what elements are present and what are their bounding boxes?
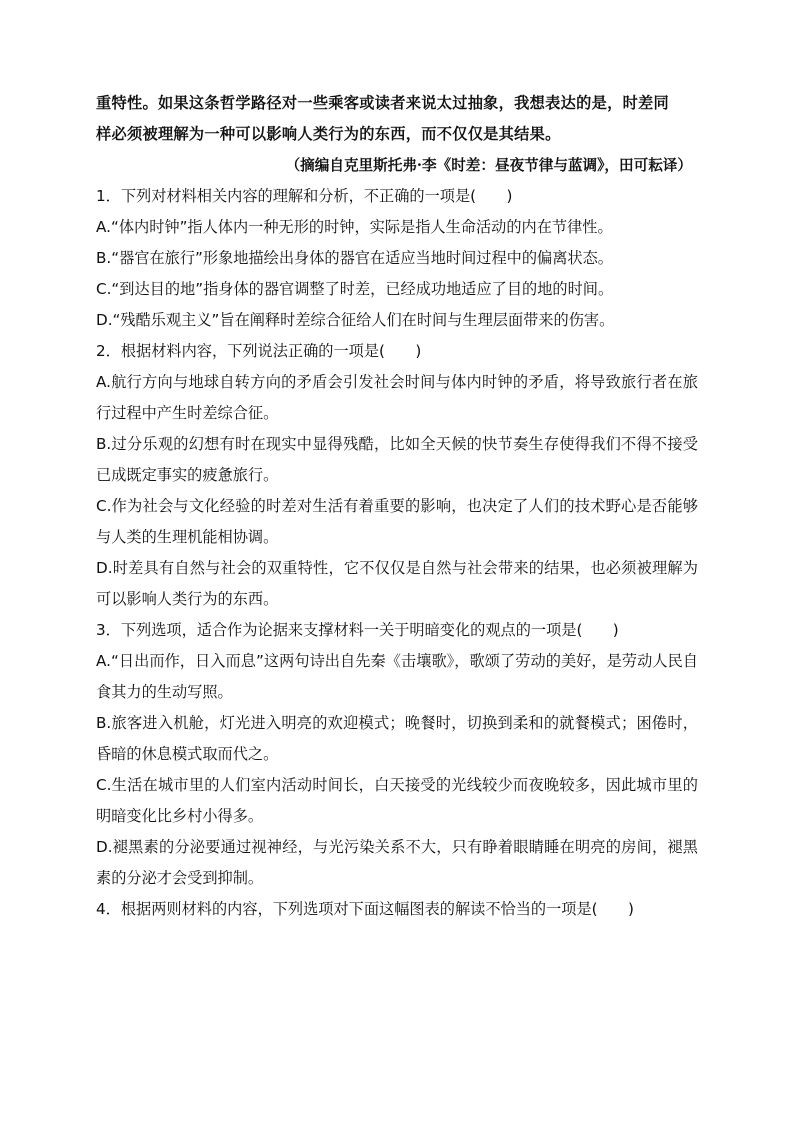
question-stem: 2．根据材料内容，下列说法正确的一项是( ) xyxy=(96,342,422,360)
option-c: C.作为社会与文化经验的时差对生活有着重要的影响，也决定了人们的技术野心是否能够与人类的生理机能相协调。 xyxy=(96,497,698,546)
option-d: D.褪黑素的分泌要通过视神经，与光污染关系不大，只有睁着眼睛睡在明亮的房间，褪黑素的分泌才会受到抑制。 xyxy=(96,838,698,887)
document-page xyxy=(96,88,698,925)
question-2 xyxy=(96,336,698,615)
option-a: A.“日出而作，日入而息”这两句诗出自先秦《击壤歌》，歌颂了劳动的美好，是劳动人民自食其力的生动写照。 xyxy=(96,652,698,701)
option-a: A.“体内时钟”指人体内一种无形的时钟，实际是指人生命活动的内在节律性。 xyxy=(96,218,613,236)
question-3 xyxy=(96,615,698,894)
option-b: B.旅客进入机舱，灯光进入明亮的欢迎模式；晚餐时，切换到柔和的就餐模式；困倦时，昏暗的休息模式取而代之。 xyxy=(96,714,698,763)
question-stem: 3．下列选项，适合作为论据来支撑材料一关于明暗变化的观点的一项是( ) xyxy=(96,621,619,639)
option-d: D.“残酷乐观主义”旨在阐释时差综合征给人们在时间与生理层面带来的伤害。 xyxy=(96,311,615,329)
option-d: D.时差具有自然与社会的双重特性，它不仅仅是自然与社会带来的结果，也必须被理解为可以影响人类行为的东西。 xyxy=(96,559,698,608)
question-stem: 4．根据两则材料的内容，下列选项对下面这幅图表的解读不恰当的一项是( ) xyxy=(96,900,634,918)
option-c: C.“到达目的地”指身体的器官调整了时差，已经成功地适应了目的地的时间。 xyxy=(96,280,614,298)
passage-text xyxy=(96,88,698,150)
passage-citation: （摘编自克里斯托弗·李《时差：昼夜节律与蓝调》，田可耘译） xyxy=(285,157,692,174)
question-4 xyxy=(96,894,698,925)
option-c: C.生活在城市里的人们室内活动时间长，白天接受的光线较少而夜晚较多，因此城市里的明暗变化比乡村小得多。 xyxy=(96,776,698,825)
option-a: A.航行方向与地球自转方向的矛盾会引发社会时间与体内时钟的矛盾，将导致旅行者在旅行过程中产生时差综合征。 xyxy=(96,373,698,422)
option-b: B.“器官在旅行”形象地描绘出身体的器官在适应当地时间过程中的偏离状态。 xyxy=(96,249,613,267)
question-stem: 1．下列对材料相关内容的理解和分析，不正确的一项是( ) xyxy=(96,187,513,205)
option-b: B.过分乐观的幻想有时在现实中显得残酷，比如全天候的快节奏生存使得我们不得不接受已成既定事实的疲惫旅行。 xyxy=(96,435,698,484)
question-1 xyxy=(96,181,698,336)
passage-line-1: 重特性。如果这条哲学路径对一些乘客或读者来说太过抽象，我想表达的是，时差同 xyxy=(96,94,670,112)
passage-line-2: 样必须被理解为一种可以影响人类行为的东西，而不仅仅是其结果。 xyxy=(96,125,561,143)
